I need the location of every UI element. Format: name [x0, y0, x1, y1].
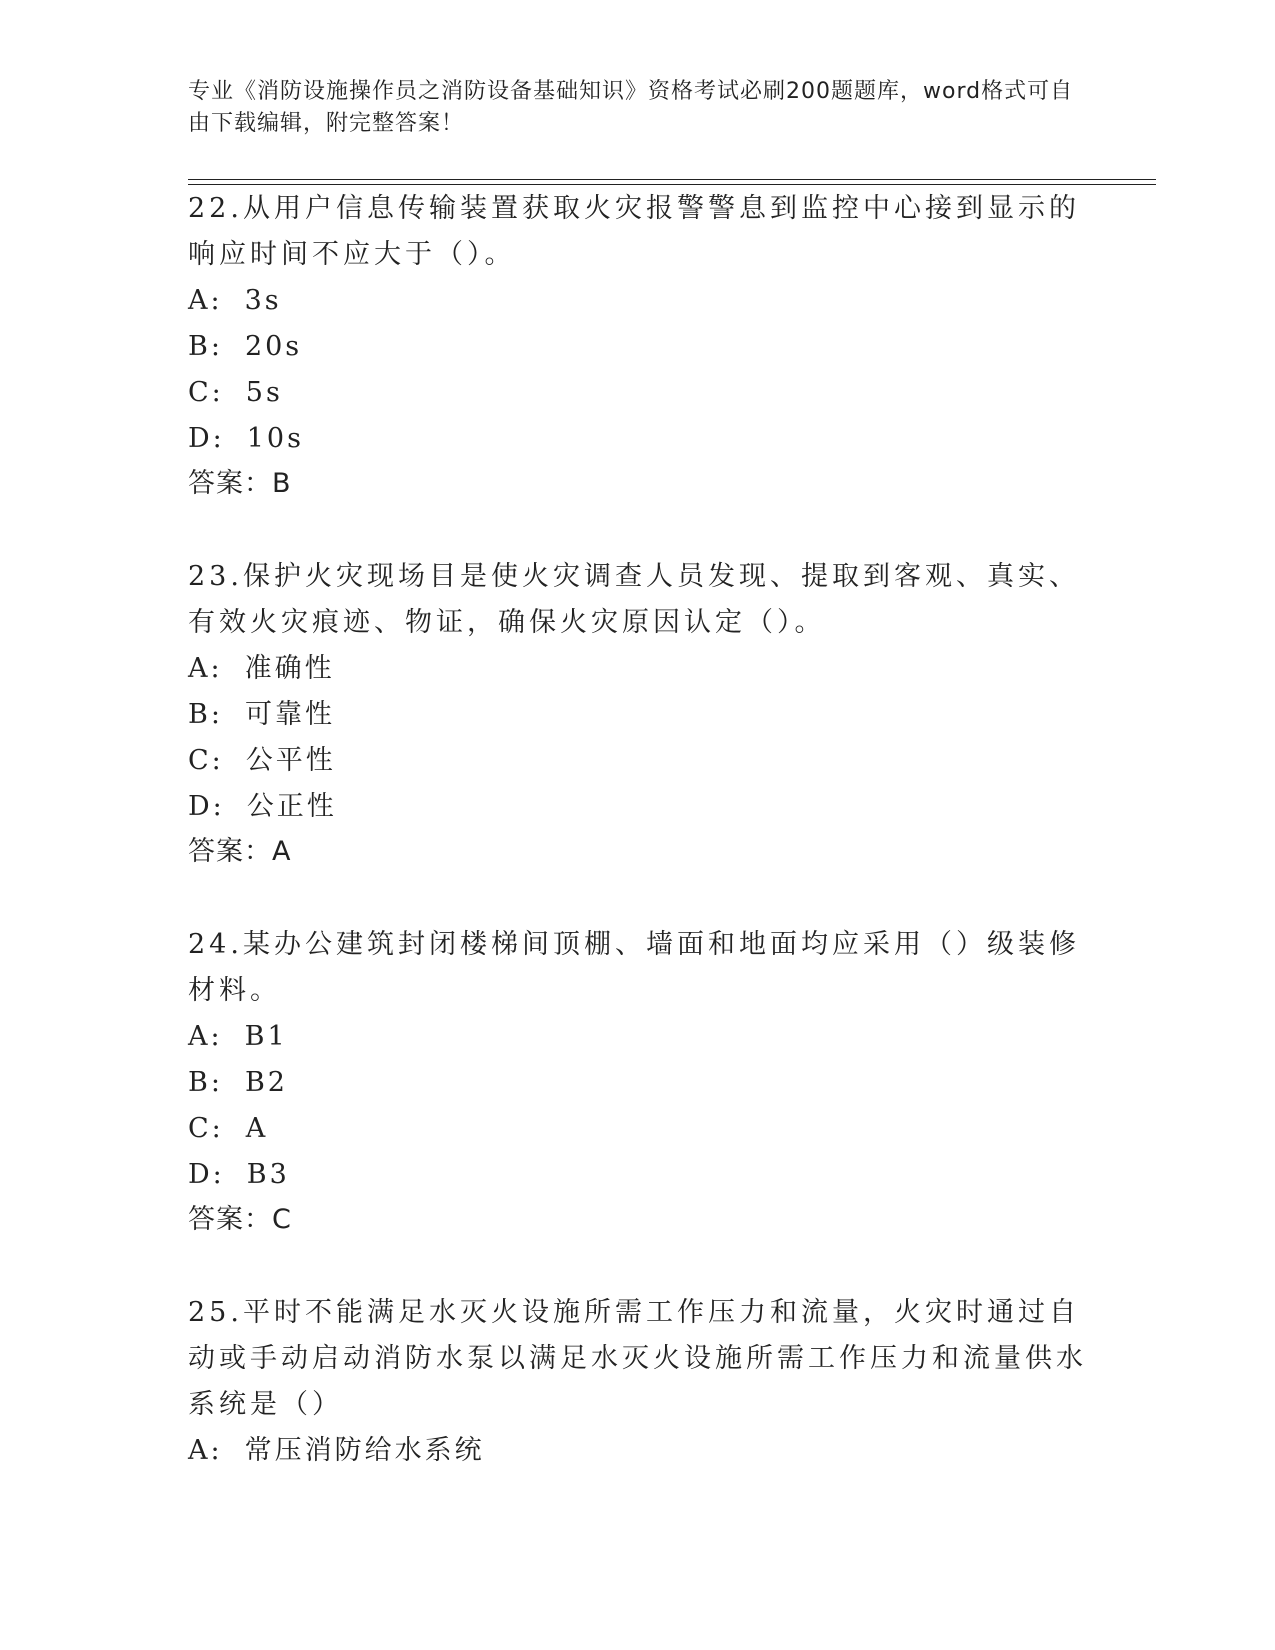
question-23 [188, 554, 1088, 874]
answer-value: B [272, 468, 292, 499]
option-a: A: 常压消防给水系统 [188, 1435, 485, 1466]
answer-value: A [272, 836, 292, 867]
option-list [188, 278, 1088, 462]
question-stem: 24.某办公建筑封闭楼梯间顶棚、墙面和地面均应采用（）级装修材料。 [188, 929, 1080, 1006]
option-d: D: 公正性 [188, 791, 337, 822]
answer-label: 答案： [188, 468, 272, 499]
document-header: 专业《消防设施操作员之消防设备基础知识》资格考试必刷200题题库，word格式可自由下载编辑，附完整答案！ [188, 79, 1074, 136]
question-stem: 25.平时不能满足水灭火设施所需工作压力和流量，火灾时通过自动或手动启动消防水泵以满足水灭火设施所需工作压力和流量供水系统是（） [188, 1297, 1087, 1420]
option-a: A: B1 [188, 1021, 288, 1052]
question-22 [188, 186, 1088, 506]
option-a: A: 3s [188, 285, 282, 316]
option-b: B: B2 [188, 1067, 288, 1098]
option-c: C: 5s [188, 377, 283, 408]
question-stem: 22.从用户信息传输装置获取火灾报警警息到监控中心接到显示的响应时间不应大于（）。 [188, 193, 1080, 270]
header-rule-bottom [188, 184, 1156, 185]
question-24 [188, 922, 1088, 1242]
option-list [188, 1014, 1088, 1198]
question-25 [188, 1290, 1088, 1474]
option-list [188, 1428, 1088, 1474]
header-rule-top [188, 179, 1156, 180]
answer-label: 答案： [188, 836, 272, 867]
option-c: C: 公平性 [188, 745, 336, 776]
option-c: C: A [188, 1113, 269, 1144]
option-d: D: 10s [188, 423, 304, 454]
option-list [188, 646, 1088, 830]
option-b: B: 20s [188, 331, 303, 362]
option-a: A: 准确性 [188, 653, 335, 684]
option-b: B: 可靠性 [188, 699, 335, 730]
question-stem: 23.保护火灾现场目是使火灾调查人员发现、提取到客观、真实、有效火灾痕迹、物证，确保火灾原因认定（）。 [188, 561, 1080, 638]
answer-line [188, 1198, 1088, 1242]
answer-line [188, 462, 1088, 506]
answer-line [188, 830, 1088, 874]
answer-label: 答案： [188, 1204, 272, 1235]
option-d: D: B3 [188, 1159, 290, 1190]
answer-value: C [272, 1204, 292, 1235]
